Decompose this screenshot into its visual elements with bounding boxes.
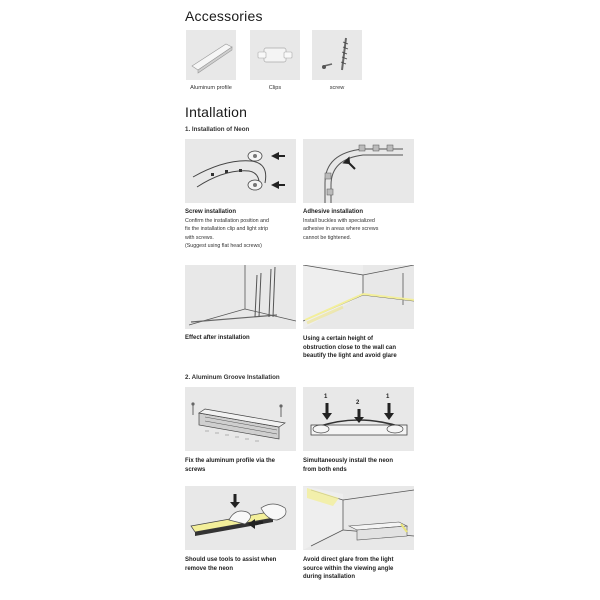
text-line: screws bbox=[185, 466, 206, 473]
text-line: Confirm the installation position and bbox=[185, 218, 269, 224]
screw-installation-image bbox=[185, 139, 296, 203]
use-tools-text bbox=[185, 556, 300, 573]
aluminum-profile-label: Aluminum profile bbox=[190, 85, 232, 91]
aluminum-profile-image bbox=[186, 30, 236, 80]
text-line: Simultaneously install the neon bbox=[303, 458, 394, 464]
fix-aluminum-profile-image bbox=[185, 387, 296, 451]
text-line: during installation bbox=[303, 574, 355, 581]
text-line: obstruction close to the wall can bbox=[303, 344, 397, 351]
text-line: Avoid direct glare from the light bbox=[303, 557, 394, 563]
clips-label: Clips bbox=[268, 85, 282, 91]
obstruction-image bbox=[303, 265, 414, 329]
use-tools-image bbox=[185, 486, 296, 550]
adhesive-installation-image bbox=[303, 139, 414, 203]
screw-installation-text bbox=[185, 217, 300, 251]
text-line: source within the viewing angle bbox=[303, 565, 394, 572]
text-line: Using a certain height of bbox=[303, 336, 374, 342]
text-line: from both ends bbox=[303, 466, 347, 473]
accessories-title: Accessories bbox=[185, 8, 263, 24]
avoid-glare-text bbox=[303, 556, 418, 582]
text-line: cannot be tightened. bbox=[303, 234, 352, 241]
text-line: Install buckles with specialized bbox=[303, 218, 375, 224]
installation-title: Intallation bbox=[185, 104, 248, 120]
adhesive-installation-text bbox=[303, 217, 418, 242]
text-line: Fix the aluminum profile via the bbox=[185, 458, 276, 464]
text-line: adhesive in areas where screws bbox=[303, 226, 379, 233]
marker-1-left: 1 bbox=[324, 394, 328, 400]
screw-installation-title: Screw installation bbox=[185, 209, 237, 215]
simultaneous-install-text bbox=[303, 457, 418, 474]
text-line: beautify the light and avoid glare bbox=[303, 353, 397, 360]
fix-aluminum-profile-text bbox=[185, 457, 300, 474]
adhesive-installation-title: Adhesive installation bbox=[303, 209, 364, 215]
screw-image bbox=[312, 30, 362, 80]
text-line: (Suggest using flat head screws) bbox=[185, 243, 262, 250]
screw-label: screw bbox=[329, 85, 345, 91]
obstruction-text bbox=[303, 335, 418, 361]
clips-image bbox=[250, 30, 300, 80]
text-line: with screws. bbox=[185, 234, 214, 241]
text-line: fix the installation clip and light strip bbox=[185, 226, 269, 233]
text-line: remove the neon bbox=[185, 565, 234, 572]
effect-after-installation-title: Effect after installation bbox=[185, 335, 250, 341]
section-2-heading: 2. Aluminum Groove Installation bbox=[185, 374, 280, 381]
marker-2-center: 2 bbox=[356, 400, 360, 406]
section-1-heading: 1. Installation of Neon bbox=[185, 126, 250, 133]
marker-1-right: 1 bbox=[386, 394, 390, 400]
avoid-glare-image bbox=[303, 486, 414, 550]
effect-after-installation-image bbox=[185, 265, 296, 329]
simultaneous-install-image bbox=[303, 387, 414, 451]
text-line: Should use tools to assist when bbox=[185, 557, 277, 563]
